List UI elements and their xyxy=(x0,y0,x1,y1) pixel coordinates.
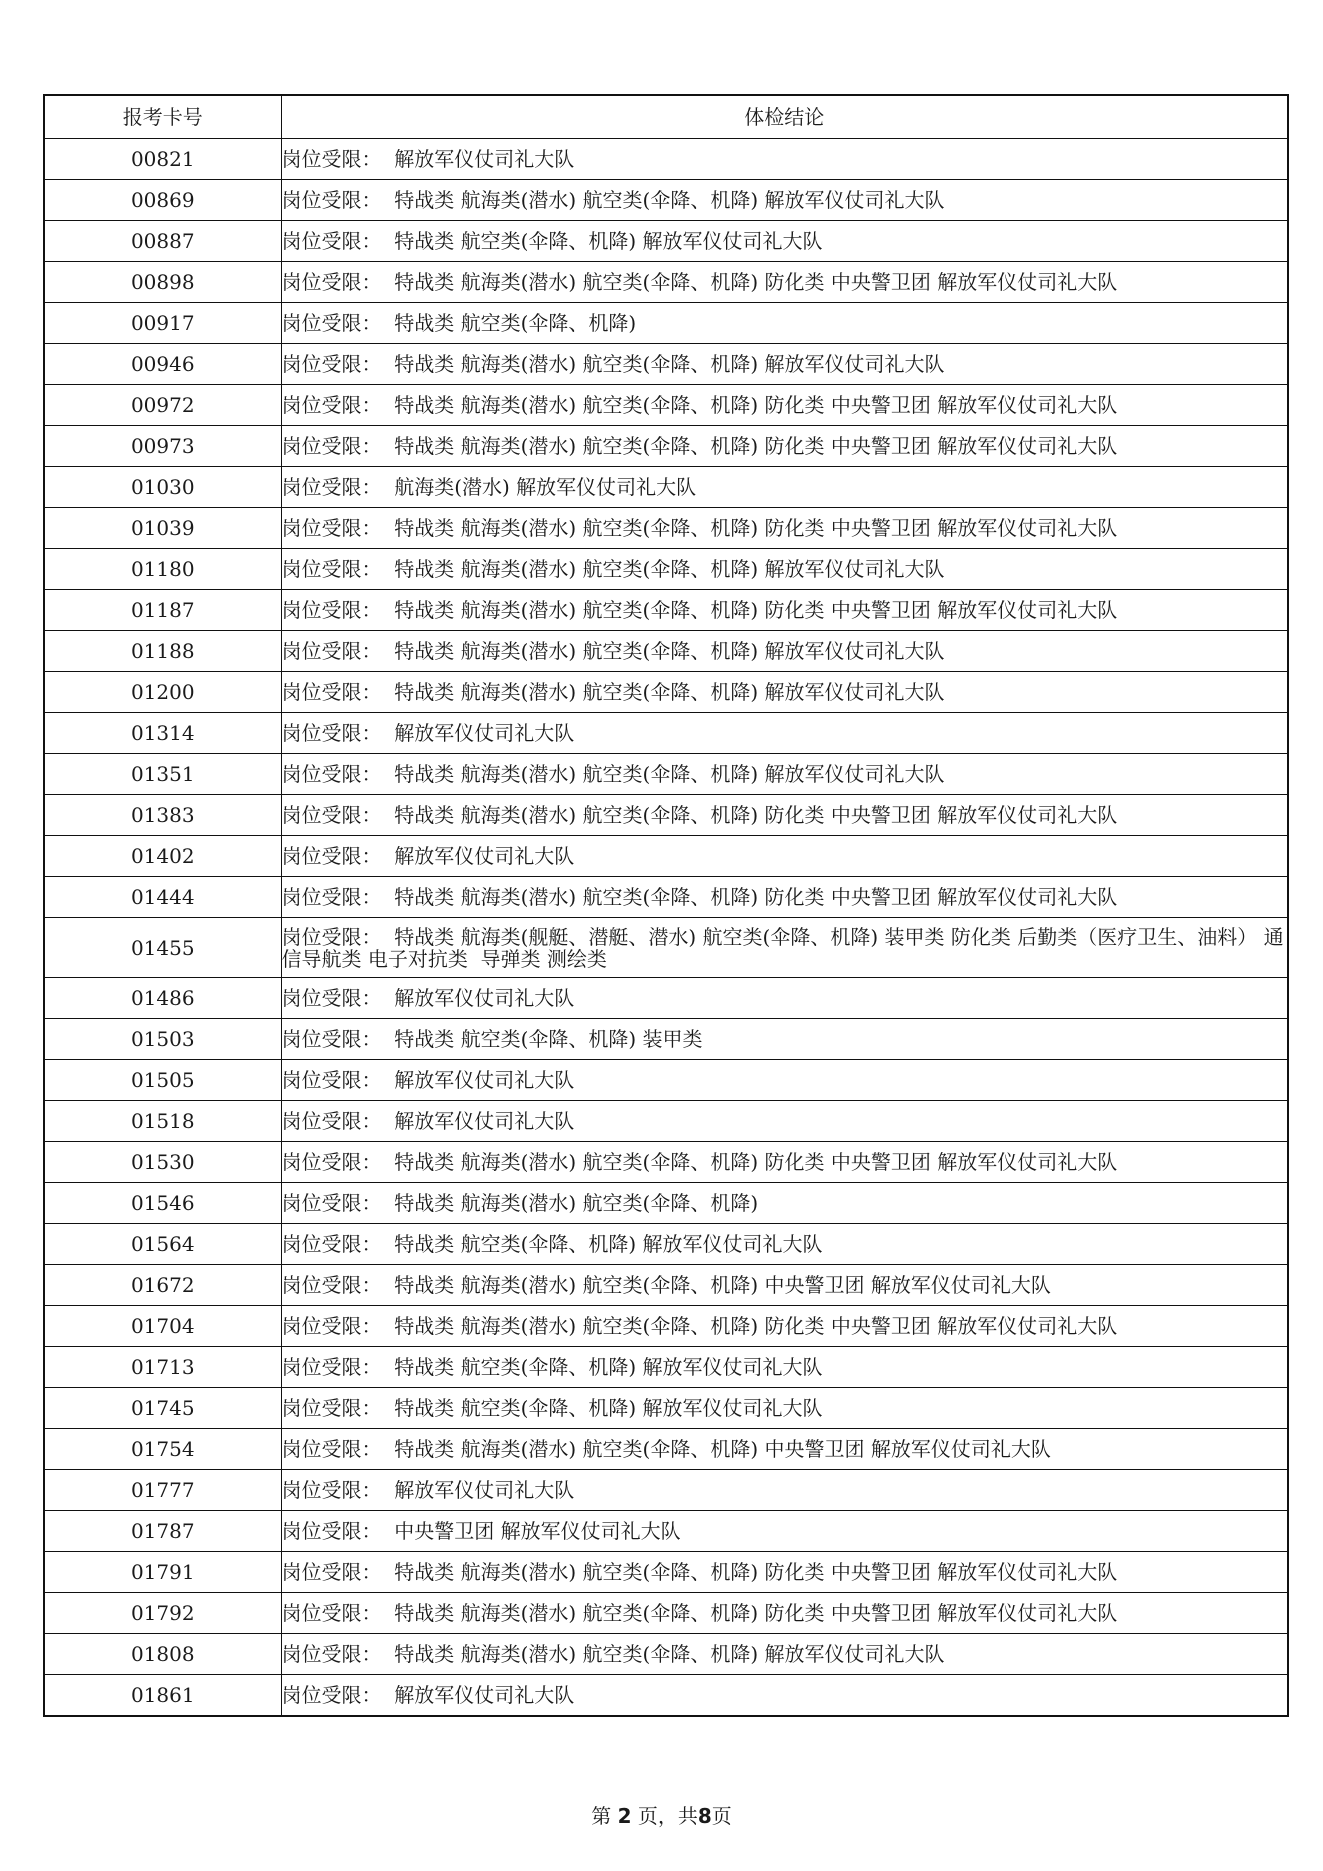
card-number-cell: 01808 xyxy=(44,1634,281,1675)
card-number-cell: 01402 xyxy=(44,836,281,877)
exam-conclusion-cell: 岗位受限： 解放军仪仗司礼大队 xyxy=(281,978,1288,1019)
card-number-cell: 01505 xyxy=(44,1060,281,1101)
table-row xyxy=(44,1429,1288,1470)
card-number-cell: 00946 xyxy=(44,344,281,385)
exam-conclusion-cell: 岗位受限： 特战类 航海类(舰艇、潜艇、潜水) 航空类(伞降、机降) 装甲类 防化类 后勤类（医疗卫生、油料） 通信导航类 电子对抗类 导弹类 测绘类 xyxy=(281,918,1288,978)
card-number-cell: 01383 xyxy=(44,795,281,836)
exam-conclusion-cell: 岗位受限： 特战类 航海类(潜水) 航空类(伞降、机降) 解放军仪仗司礼大队 xyxy=(281,344,1288,385)
exam-conclusion-cell: 岗位受限： 特战类 航空类(伞降、机降) 解放军仪仗司礼大队 xyxy=(281,1347,1288,1388)
exam-conclusion-cell: 岗位受限： 特战类 航海类(潜水) 航空类(伞降、机降) 防化类 中央警卫团 解放军仪仗司礼大队 xyxy=(281,1142,1288,1183)
table-row xyxy=(44,221,1288,262)
table-row xyxy=(44,1019,1288,1060)
card-number-cell: 01030 xyxy=(44,467,281,508)
exam-conclusion-cell: 岗位受限： 特战类 航海类(潜水) 航空类(伞降、机降) xyxy=(281,1183,1288,1224)
table-row xyxy=(44,1388,1288,1429)
header-row xyxy=(44,95,1288,139)
table-row xyxy=(44,631,1288,672)
table-row xyxy=(44,303,1288,344)
exam-conclusion-cell: 岗位受限： 解放军仪仗司礼大队 xyxy=(281,1675,1288,1717)
card-number-cell: 00972 xyxy=(44,385,281,426)
card-number-cell: 01455 xyxy=(44,918,281,978)
table-row xyxy=(44,1552,1288,1593)
exam-conclusion-cell: 岗位受限： 特战类 航海类(潜水) 航空类(伞降、机降) 中央警卫团 解放军仪仗司礼大队 xyxy=(281,1265,1288,1306)
exam-conclusion-cell: 岗位受限： 特战类 航海类(潜水) 航空类(伞降、机降) 防化类 中央警卫团 解放军仪仗司礼大队 xyxy=(281,508,1288,549)
header-exam-conclusion: 体检结论 xyxy=(281,95,1288,139)
card-number-cell: 01518 xyxy=(44,1101,281,1142)
exam-conclusion-cell: 岗位受限： 特战类 航海类(潜水) 航空类(伞降、机降) 防化类 中央警卫团 解放军仪仗司礼大队 xyxy=(281,262,1288,303)
card-number-cell: 01444 xyxy=(44,877,281,918)
exam-conclusion-cell: 岗位受限： 特战类 航海类(潜水) 航空类(伞降、机降) 防化类 中央警卫团 解放军仪仗司礼大队 xyxy=(281,426,1288,467)
exam-conclusion-cell: 岗位受限： 特战类 航海类(潜水) 航空类(伞降、机降) 解放军仪仗司礼大队 xyxy=(281,549,1288,590)
table-row xyxy=(44,1060,1288,1101)
table-row xyxy=(44,1593,1288,1634)
exam-conclusion-cell: 岗位受限： 特战类 航海类(潜水) 航空类(伞降、机降) 中央警卫团 解放军仪仗司礼大队 xyxy=(281,1429,1288,1470)
exam-conclusion-cell: 岗位受限： 解放军仪仗司礼大队 xyxy=(281,1101,1288,1142)
table-row xyxy=(44,1347,1288,1388)
table-row xyxy=(44,978,1288,1019)
exam-conclusion-cell: 岗位受限： 特战类 航海类(潜水) 航空类(伞降、机降) 解放军仪仗司礼大队 xyxy=(281,754,1288,795)
card-number-cell: 01754 xyxy=(44,1429,281,1470)
table-body xyxy=(44,139,1288,1717)
card-number-cell: 01200 xyxy=(44,672,281,713)
card-number-cell: 01672 xyxy=(44,1265,281,1306)
card-number-cell: 00869 xyxy=(44,180,281,221)
exam-conclusion-cell: 岗位受限： 特战类 航海类(潜水) 航空类(伞降、机降) 防化类 中央警卫团 解放军仪仗司礼大队 xyxy=(281,1306,1288,1347)
card-number-cell: 01530 xyxy=(44,1142,281,1183)
card-number-cell: 00973 xyxy=(44,426,281,467)
card-number-cell: 01787 xyxy=(44,1511,281,1552)
footer-prefix: 第 xyxy=(591,1804,612,1828)
exam-conclusion-cell: 岗位受限： 中央警卫团 解放军仪仗司礼大队 xyxy=(281,1511,1288,1552)
exam-conclusion-cell: 岗位受限： 特战类 航海类(潜水) 航空类(伞降、机降) 解放军仪仗司礼大队 xyxy=(281,180,1288,221)
card-number-cell: 01745 xyxy=(44,1388,281,1429)
card-number-cell: 01777 xyxy=(44,1470,281,1511)
footer-middle: 页，共 xyxy=(637,1804,698,1828)
exam-conclusion-cell: 岗位受限： 特战类 航空类(伞降、机降) 解放军仪仗司礼大队 xyxy=(281,1224,1288,1265)
table-row xyxy=(44,1265,1288,1306)
exam-conclusion-cell: 岗位受限： 特战类 航海类(潜水) 航空类(伞降、机降) 解放军仪仗司礼大队 xyxy=(281,672,1288,713)
table-row xyxy=(44,1511,1288,1552)
exam-conclusion-cell: 岗位受限： 特战类 航海类(潜水) 航空类(伞降、机降) 防化类 中央警卫团 解放军仪仗司礼大队 xyxy=(281,1593,1288,1634)
card-number-cell: 01180 xyxy=(44,549,281,590)
exam-conclusion-cell: 岗位受限： 特战类 航海类(潜水) 航空类(伞降、机降) 防化类 中央警卫团 解放军仪仗司礼大队 xyxy=(281,1552,1288,1593)
exam-conclusion-cell: 岗位受限： 解放军仪仗司礼大队 xyxy=(281,713,1288,754)
results-table xyxy=(43,94,1289,1717)
table-row xyxy=(44,139,1288,180)
table-header xyxy=(44,95,1288,139)
table-row xyxy=(44,795,1288,836)
exam-conclusion-cell: 岗位受限： 特战类 航空类(伞降、机降) 解放军仪仗司礼大队 xyxy=(281,221,1288,262)
exam-conclusion-cell: 岗位受限： 特战类 航海类(潜水) 航空类(伞降、机降) 解放军仪仗司礼大队 xyxy=(281,1634,1288,1675)
footer-page-number: 2 xyxy=(617,1804,632,1828)
exam-conclusion-cell: 岗位受限： 特战类 航海类(潜水) 航空类(伞降、机降) 解放军仪仗司礼大队 xyxy=(281,631,1288,672)
table-row xyxy=(44,836,1288,877)
card-number-cell: 01314 xyxy=(44,713,281,754)
exam-conclusion-cell: 岗位受限： 特战类 航空类(伞降、机降) xyxy=(281,303,1288,344)
header-card-number: 报考卡号 xyxy=(44,95,281,139)
card-number-cell: 00917 xyxy=(44,303,281,344)
card-number-cell: 00821 xyxy=(44,139,281,180)
footer-suffix: 页 xyxy=(711,1804,732,1828)
table-row xyxy=(44,1224,1288,1265)
exam-conclusion-cell: 岗位受限： 特战类 航海类(潜水) 航空类(伞降、机降) 防化类 中央警卫团 解放军仪仗司礼大队 xyxy=(281,385,1288,426)
table-row xyxy=(44,467,1288,508)
table-row xyxy=(44,344,1288,385)
card-number-cell: 01188 xyxy=(44,631,281,672)
table-row xyxy=(44,1470,1288,1511)
exam-conclusion-cell: 岗位受限： 航海类(潜水) 解放军仪仗司礼大队 xyxy=(281,467,1288,508)
table-row xyxy=(44,549,1288,590)
table-row xyxy=(44,385,1288,426)
table-row xyxy=(44,672,1288,713)
card-number-cell: 01351 xyxy=(44,754,281,795)
exam-conclusion-cell: 岗位受限： 特战类 航空类(伞降、机降) 解放军仪仗司礼大队 xyxy=(281,1388,1288,1429)
exam-conclusion-cell: 岗位受限： 特战类 航海类(潜水) 航空类(伞降、机降) 防化类 中央警卫团 解放军仪仗司礼大队 xyxy=(281,795,1288,836)
table-row xyxy=(44,1101,1288,1142)
exam-conclusion-cell: 岗位受限： 特战类 航海类(潜水) 航空类(伞降、机降) 防化类 中央警卫团 解放军仪仗司礼大队 xyxy=(281,590,1288,631)
card-number-cell: 01546 xyxy=(44,1183,281,1224)
table-row xyxy=(44,1183,1288,1224)
card-number-cell: 01486 xyxy=(44,978,281,1019)
exam-conclusion-cell: 岗位受限： 解放军仪仗司礼大队 xyxy=(281,836,1288,877)
table-row xyxy=(44,1306,1288,1347)
exam-conclusion-cell: 岗位受限： 解放军仪仗司礼大队 xyxy=(281,139,1288,180)
exam-conclusion-cell: 岗位受限： 特战类 航海类(潜水) 航空类(伞降、机降) 防化类 中央警卫团 解放军仪仗司礼大队 xyxy=(281,877,1288,918)
table-row xyxy=(44,877,1288,918)
table-row xyxy=(44,754,1288,795)
card-number-cell: 01713 xyxy=(44,1347,281,1388)
exam-conclusion-cell: 岗位受限： 解放军仪仗司礼大队 xyxy=(281,1470,1288,1511)
exam-conclusion-cell: 岗位受限： 特战类 航空类(伞降、机降) 装甲类 xyxy=(281,1019,1288,1060)
card-number-cell: 00887 xyxy=(44,221,281,262)
table-row xyxy=(44,1142,1288,1183)
table-row xyxy=(44,262,1288,303)
card-number-cell: 01564 xyxy=(44,1224,281,1265)
table-row xyxy=(44,1634,1288,1675)
table-row xyxy=(44,180,1288,221)
exam-conclusion-cell: 岗位受限： 解放军仪仗司礼大队 xyxy=(281,1060,1288,1101)
card-number-cell: 01792 xyxy=(44,1593,281,1634)
card-number-cell: 01039 xyxy=(44,508,281,549)
table-row xyxy=(44,508,1288,549)
card-number-cell: 01503 xyxy=(44,1019,281,1060)
footer-total-pages: 8 xyxy=(697,1804,712,1828)
card-number-cell: 00898 xyxy=(44,262,281,303)
table-row xyxy=(44,1675,1288,1717)
table-row xyxy=(44,590,1288,631)
card-number-cell: 01861 xyxy=(44,1675,281,1717)
card-number-cell: 01791 xyxy=(44,1552,281,1593)
card-number-cell: 01187 xyxy=(44,590,281,631)
table-row xyxy=(44,918,1288,978)
table-row xyxy=(44,426,1288,467)
card-number-cell: 01704 xyxy=(44,1306,281,1347)
page-footer xyxy=(0,1800,1323,1829)
table-row xyxy=(44,713,1288,754)
